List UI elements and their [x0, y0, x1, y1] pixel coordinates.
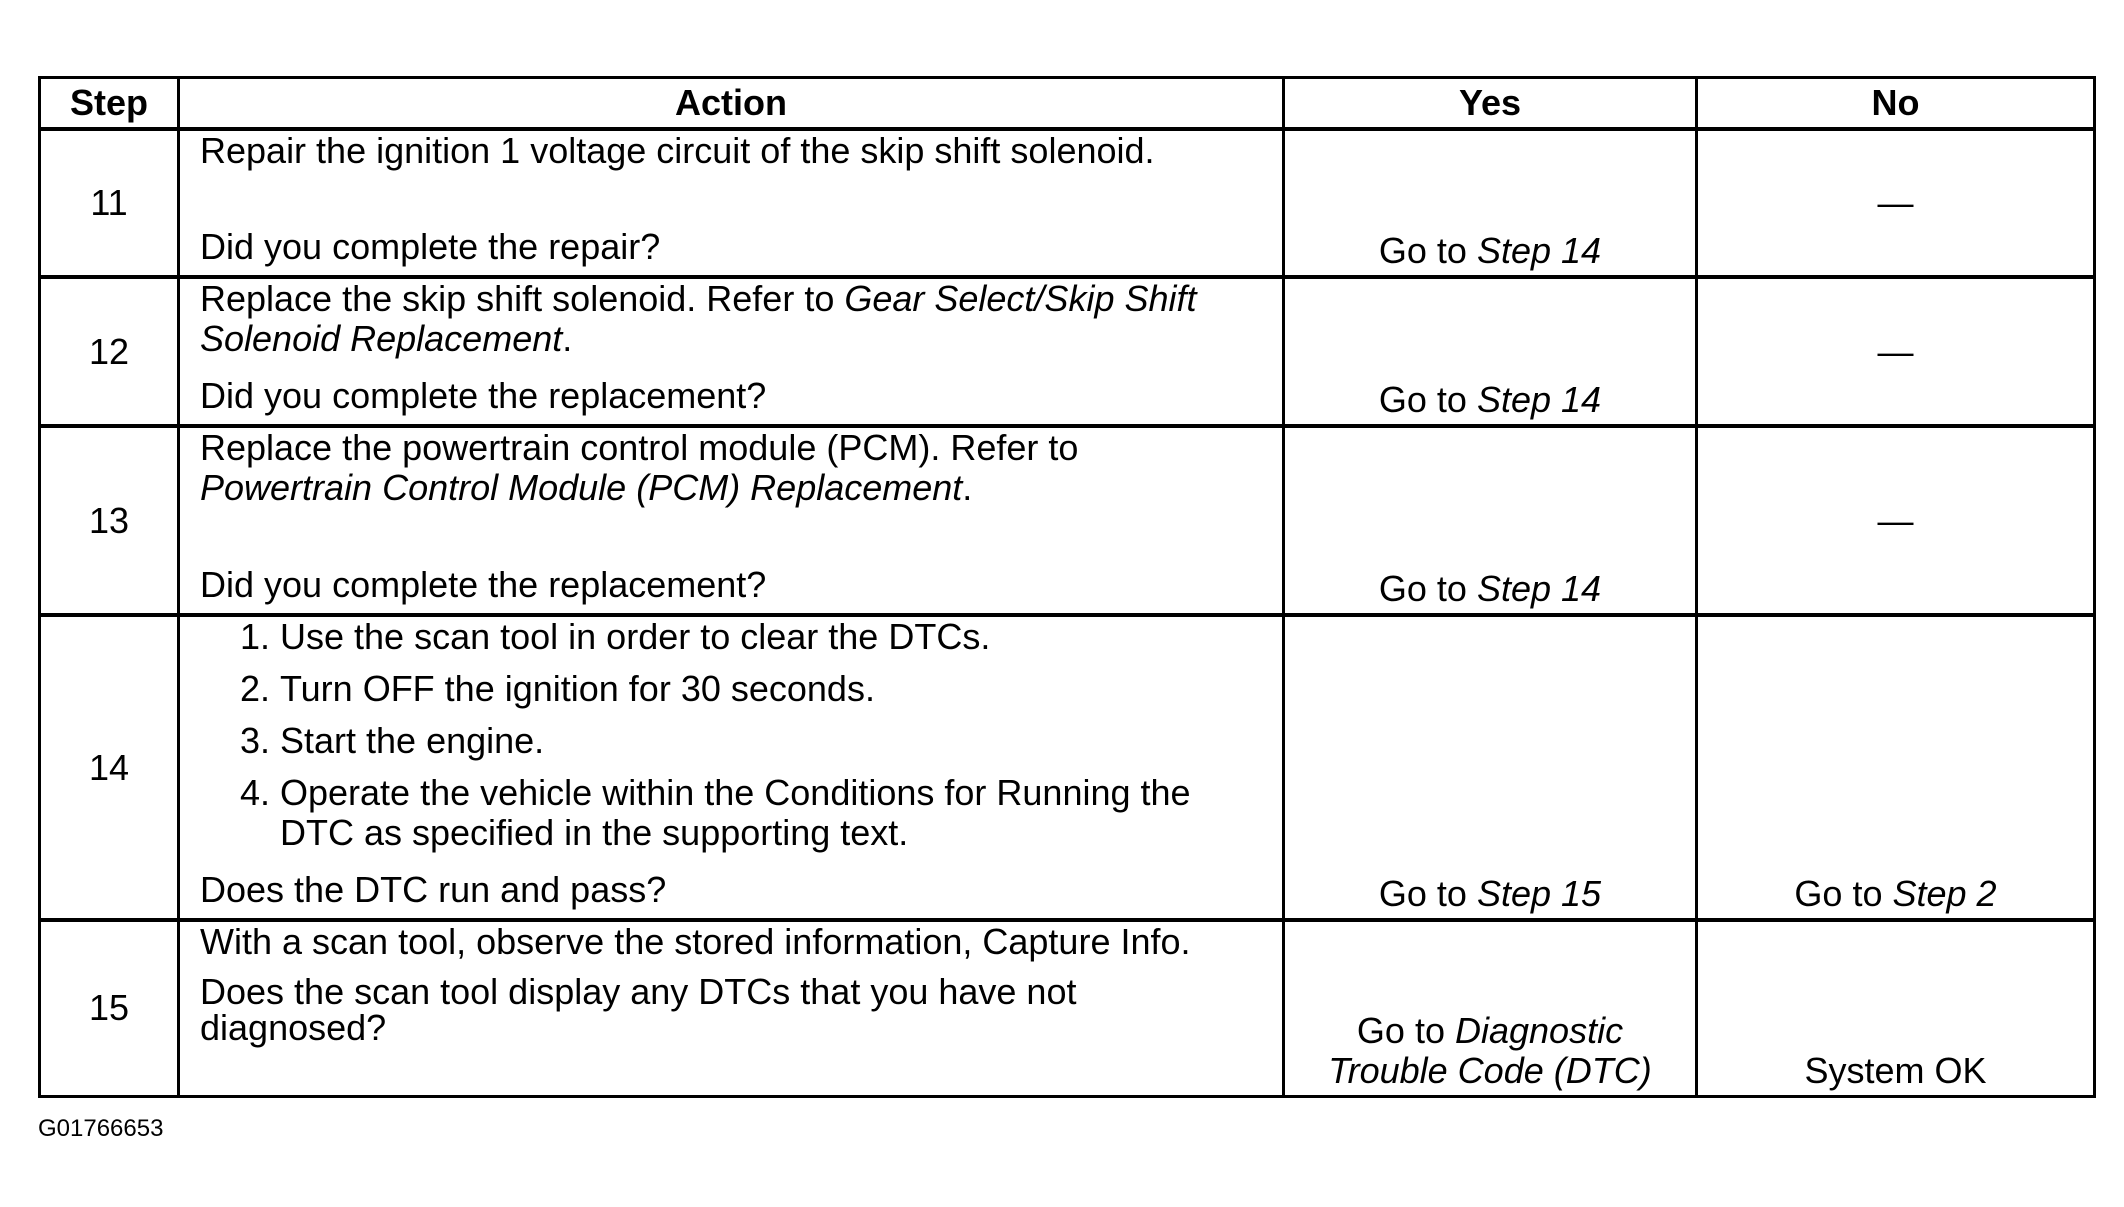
action-text: Repair the ignition 1 voltage circuit of the skip shift solenoid. [200, 130, 1155, 171]
yes-prefix: Go to [1378, 230, 1477, 271]
action-question: Did you complete the replacement? [200, 375, 767, 416]
diagnostic-table [38, 76, 2096, 1098]
list-item: 2. Turn OFF the ignition for 30 seconds. [280, 669, 1268, 709]
yes-cell [1284, 920, 1697, 1096]
action-cell [179, 277, 1284, 426]
table-row-step-15 [40, 920, 2095, 1096]
action-cell [179, 615, 1284, 920]
action-question: Did you complete the repair? [200, 226, 661, 267]
yes-prefix: Go to [1378, 568, 1477, 609]
table-row-step-12 [40, 277, 2095, 426]
no-prefix: Go to [1794, 873, 1893, 914]
yes-step-link[interactable]: Step 14 [1476, 568, 1602, 609]
yes-step-link[interactable]: Step 15 [1476, 873, 1602, 914]
header-no: No [1697, 78, 2095, 130]
yes-ref-link[interactable]: Diagnostic [1454, 1009, 1624, 1051]
header-action: Action [179, 78, 1284, 130]
action-question: Does the DTC run and pass? [200, 869, 667, 910]
no-step-link[interactable]: Step 2 [1892, 873, 1997, 914]
no-cell: — [1697, 129, 2095, 277]
action-suffix: . [962, 467, 973, 508]
no-cell: System OK [1697, 920, 2095, 1096]
substep-list [200, 617, 1268, 865]
step-number: 15 [40, 920, 179, 1096]
yes-cell [1284, 129, 1697, 277]
action-cell [179, 426, 1284, 615]
no-cell: — [1697, 426, 2095, 615]
header-yes: Yes [1284, 78, 1697, 130]
table-row-step-13 [40, 426, 2095, 615]
figure-id: G01766653 [38, 1115, 164, 1142]
yes-step-link[interactable]: Step 14 [1476, 230, 1602, 271]
list-item: 3. Start the engine. [280, 721, 1268, 761]
action-suffix: . [562, 318, 573, 359]
yes-step-link[interactable]: Step 14 [1476, 379, 1602, 420]
action-text-line-1 [200, 279, 1268, 319]
action-text: With a scan tool, observe the stored information, Capture Info. [200, 921, 1191, 962]
list-item: 4. Operate the vehicle within the Conditions for Running the DTC as specified in the supporting text. [280, 773, 1268, 853]
action-question-line-1: Does the scan tool display any DTCs that you have not [200, 971, 1077, 1012]
table-row-step-11 [40, 129, 2095, 277]
action-question-line-2: diagnosed? [200, 1007, 387, 1048]
list-item: 1. Use the scan tool in order to clear the DTCs. [280, 617, 1268, 657]
yes-cell [1284, 426, 1697, 615]
yes-prefix: Go to [1356, 1009, 1455, 1051]
yes-line-1 [1285, 1011, 1695, 1051]
no-cell [1697, 615, 2095, 920]
yes-cell [1284, 277, 1697, 426]
table-row-step-14 [40, 615, 2095, 920]
action-cell [179, 920, 1284, 1096]
action-question: Did you complete the replacement? [200, 564, 767, 605]
no-cell: — [1697, 277, 2095, 426]
header-step: Step [40, 78, 179, 130]
yes-cell [1284, 615, 1697, 920]
step-number: 12 [40, 277, 179, 426]
action-cell [179, 129, 1284, 277]
action-text-line-2 [200, 319, 1268, 359]
header-row [40, 78, 2095, 130]
step-number: 11 [40, 129, 179, 277]
action-ref-link-cont[interactable]: Solenoid Replacement [200, 318, 563, 359]
yes-ref-link-cont[interactable]: Trouble Code (DTC) [1328, 1049, 1652, 1091]
action-text-line-1: Replace the powertrain control module (PCM). Refer to [200, 427, 1079, 468]
action-ref-link[interactable]: Gear Select/Skip Shift [844, 278, 1197, 319]
step-number: 13 [40, 426, 179, 615]
yes-prefix: Go to [1378, 379, 1477, 420]
action-text-line-2 [200, 468, 1268, 508]
action-prefix: Replace the skip shift solenoid. Refer to [200, 278, 845, 319]
yes-prefix: Go to [1378, 873, 1477, 914]
action-ref-link[interactable]: Powertrain Control Module (PCM) Replacement [200, 467, 963, 508]
step-number: 14 [40, 615, 179, 920]
